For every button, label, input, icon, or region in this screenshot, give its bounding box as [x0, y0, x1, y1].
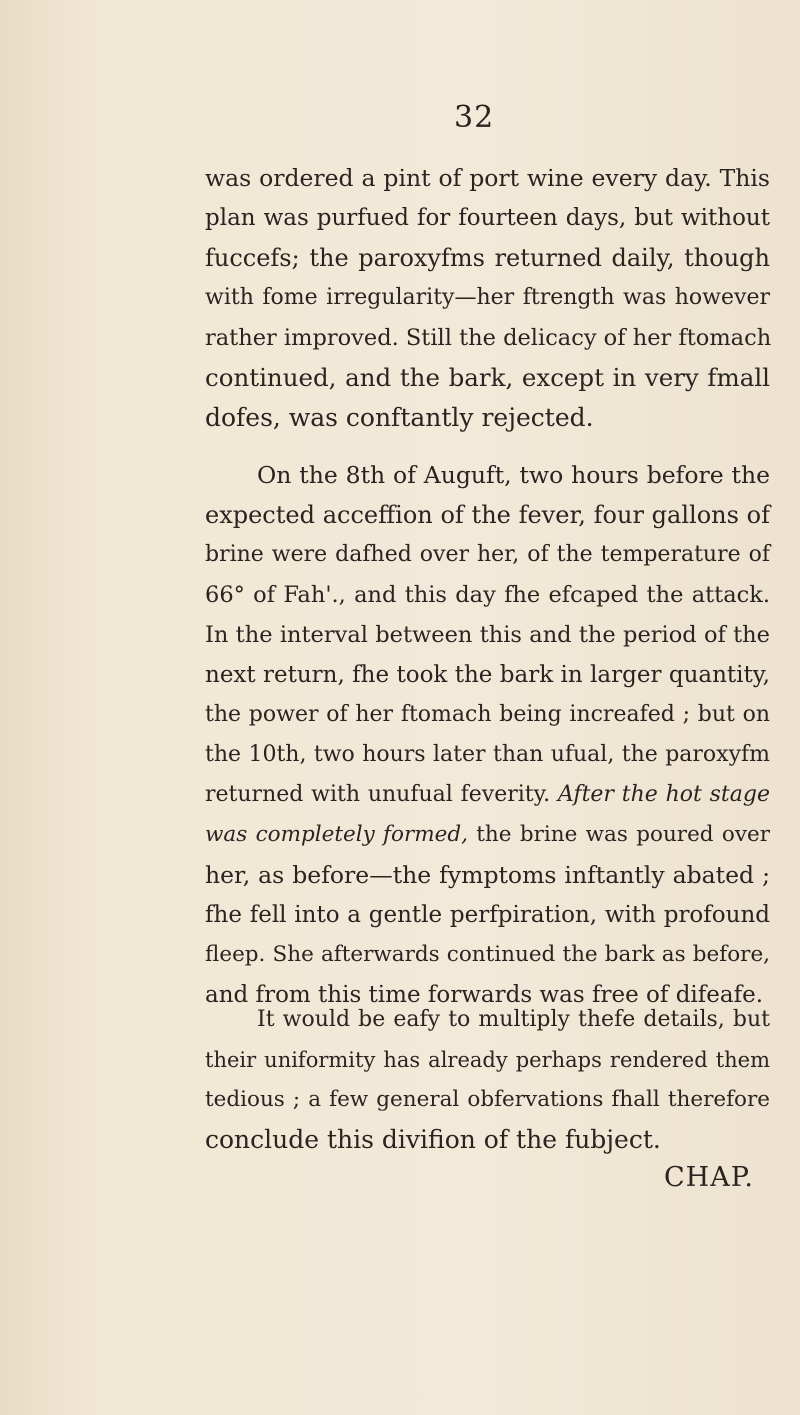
- text-line: On the 8th of Auguft, two hours before the: [257, 461, 770, 489]
- text-line: rather improved. Still the delicacy of her ftomach: [205, 325, 772, 351]
- italic-span: After the hot stage: [557, 782, 770, 807]
- text-line: fuccefs; the paroxyfms returned daily, though: [205, 244, 770, 272]
- paragraph-3: [205, 1000, 770, 1160]
- text-span: the brine was poured over: [476, 822, 770, 847]
- text-line: expected acceffion of the fever, four gallons of: [205, 501, 770, 529]
- text-line: and from this time forwards was free of difeafe.: [205, 982, 764, 1008]
- catchword: CHAP.: [664, 1162, 754, 1193]
- paragraph-1: [205, 158, 770, 438]
- text-line: their uniformity has already perhaps rendered them: [205, 1048, 770, 1072]
- text-line: continued, and the bark, except in very fmall: [205, 363, 770, 392]
- text-line: her, as before—the fymptoms inftantly abated ;: [205, 861, 770, 889]
- text-line: next return, fhe took the bark in larger quantity,: [205, 662, 770, 688]
- text-span: returned with unufual feverity.: [205, 782, 551, 807]
- text-line: the 10th, two hours later than ufual, the paroxyfm: [205, 742, 770, 767]
- text-line: was ordered a pint of port wine every day. This: [205, 164, 770, 192]
- text-line: with fome irregularity—her ftrength was however: [205, 285, 770, 310]
- text-line: brine were dafhed over her, of the temperature of: [205, 542, 770, 567]
- text-line: conclude this divifion of the fubject.: [205, 1125, 661, 1154]
- paragraph-2: [205, 455, 770, 1015]
- text-line: tedious ; a few general obfervations fhall therefore: [205, 1087, 770, 1112]
- text-line: It would be eafy to multiply thefe details, but: [257, 1007, 770, 1032]
- text-line: fhe fell into a gentle perfpiration, with profound: [205, 902, 770, 928]
- text-line: dofes, was conftantly rejected.: [205, 403, 594, 432]
- text-line: [205, 775, 770, 815]
- page-number: 32: [454, 100, 495, 135]
- text-line: the power of her ftomach being increafed ; but on: [205, 702, 770, 727]
- text-line: 66° of Fah'., and this day fhe efcaped the attack.: [205, 582, 770, 608]
- text-line: fleep. She afterwards continued the bark as before,: [205, 942, 770, 967]
- text-line: In the interval between this and the period of the: [205, 622, 770, 648]
- text-line: plan was purfued for fourteen days, but without: [205, 205, 770, 231]
- text-line: [205, 815, 770, 855]
- italic-span: was completely formed,: [205, 822, 468, 847]
